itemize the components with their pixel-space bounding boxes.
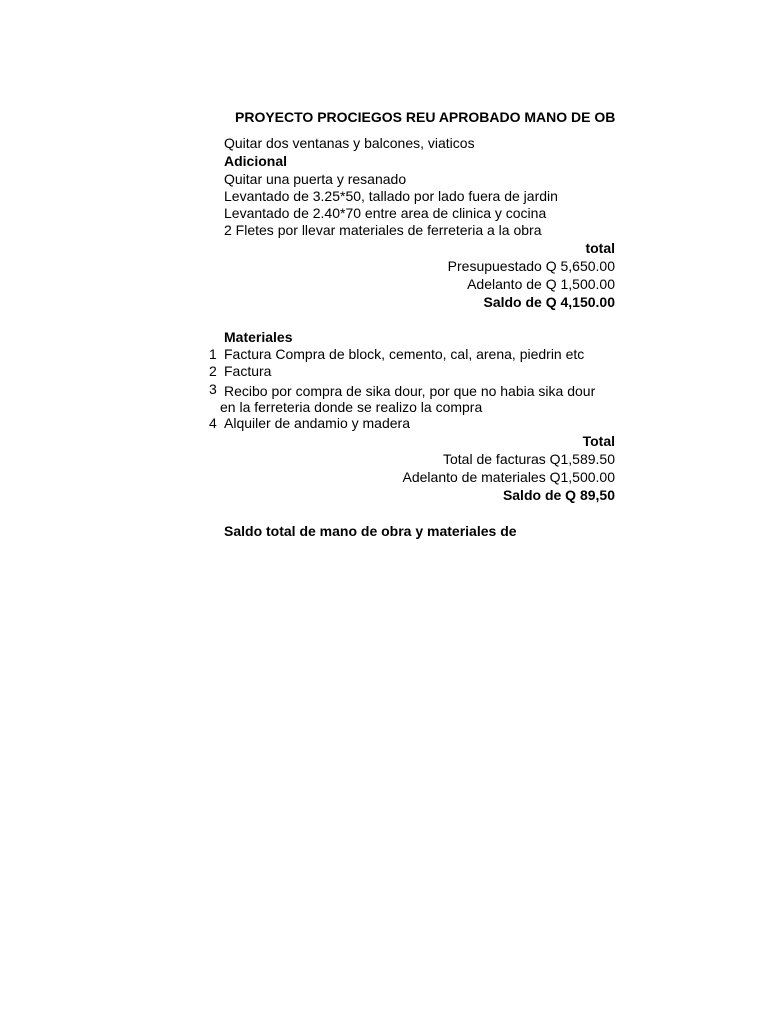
- material-item: Factura: [224, 363, 272, 379]
- materials-total-label: Total: [582, 433, 615, 449]
- materials-saldo: Saldo de Q 89,50: [502, 487, 615, 503]
- material-number: 3: [209, 381, 217, 397]
- adicional-item: Levantado de 2.40*70 entre area de clinica y cocina: [224, 205, 547, 221]
- materials-total-facturas: Total de facturas Q1,589.50: [443, 451, 615, 467]
- materials-heading: Materiales: [224, 329, 293, 345]
- material-item: Factura Compra de block, cemento, cal, arena, piedrin etc: [224, 346, 585, 362]
- adicional-heading: Adicional: [224, 153, 288, 169]
- material-number: 4: [209, 415, 217, 431]
- material-item: Recibo por compra de sika dour, por que no habia sika dour: [224, 383, 596, 399]
- material-number: 2: [209, 363, 217, 379]
- document-title: PROYECTO PROCIEGOS REU APROBADO MANO DE OB: [235, 109, 616, 125]
- adicional-item: Quitar una puerta y resanado: [224, 171, 407, 187]
- labor-saldo: Saldo de Q 4,150.00: [483, 294, 615, 310]
- material-number: 1: [209, 346, 217, 362]
- materials-adelanto: Adelanto de materiales Q1,500.00: [402, 469, 615, 485]
- material-item: Alquiler de andamio y madera: [224, 415, 410, 431]
- labor-presupuestado: Presupuestado Q 5,650.00: [447, 258, 615, 274]
- material-item-continuation: en la ferreteria donde se realizo la compra: [220, 399, 483, 415]
- adicional-item: Levantado de 3.25*50, tallado por lado fuera de jardin: [224, 188, 558, 204]
- adicional-item: 2 Fletes por llevar materiales de ferreteria a la obra: [224, 222, 542, 238]
- labor-item: Quitar dos ventanas y balcones, viaticos: [224, 135, 475, 151]
- labor-total-label: total: [585, 240, 615, 256]
- labor-adelanto: Adelanto de Q 1,500.00: [467, 276, 615, 292]
- final-balance-line: Saldo total de mano de obra y materiales de: [224, 523, 517, 539]
